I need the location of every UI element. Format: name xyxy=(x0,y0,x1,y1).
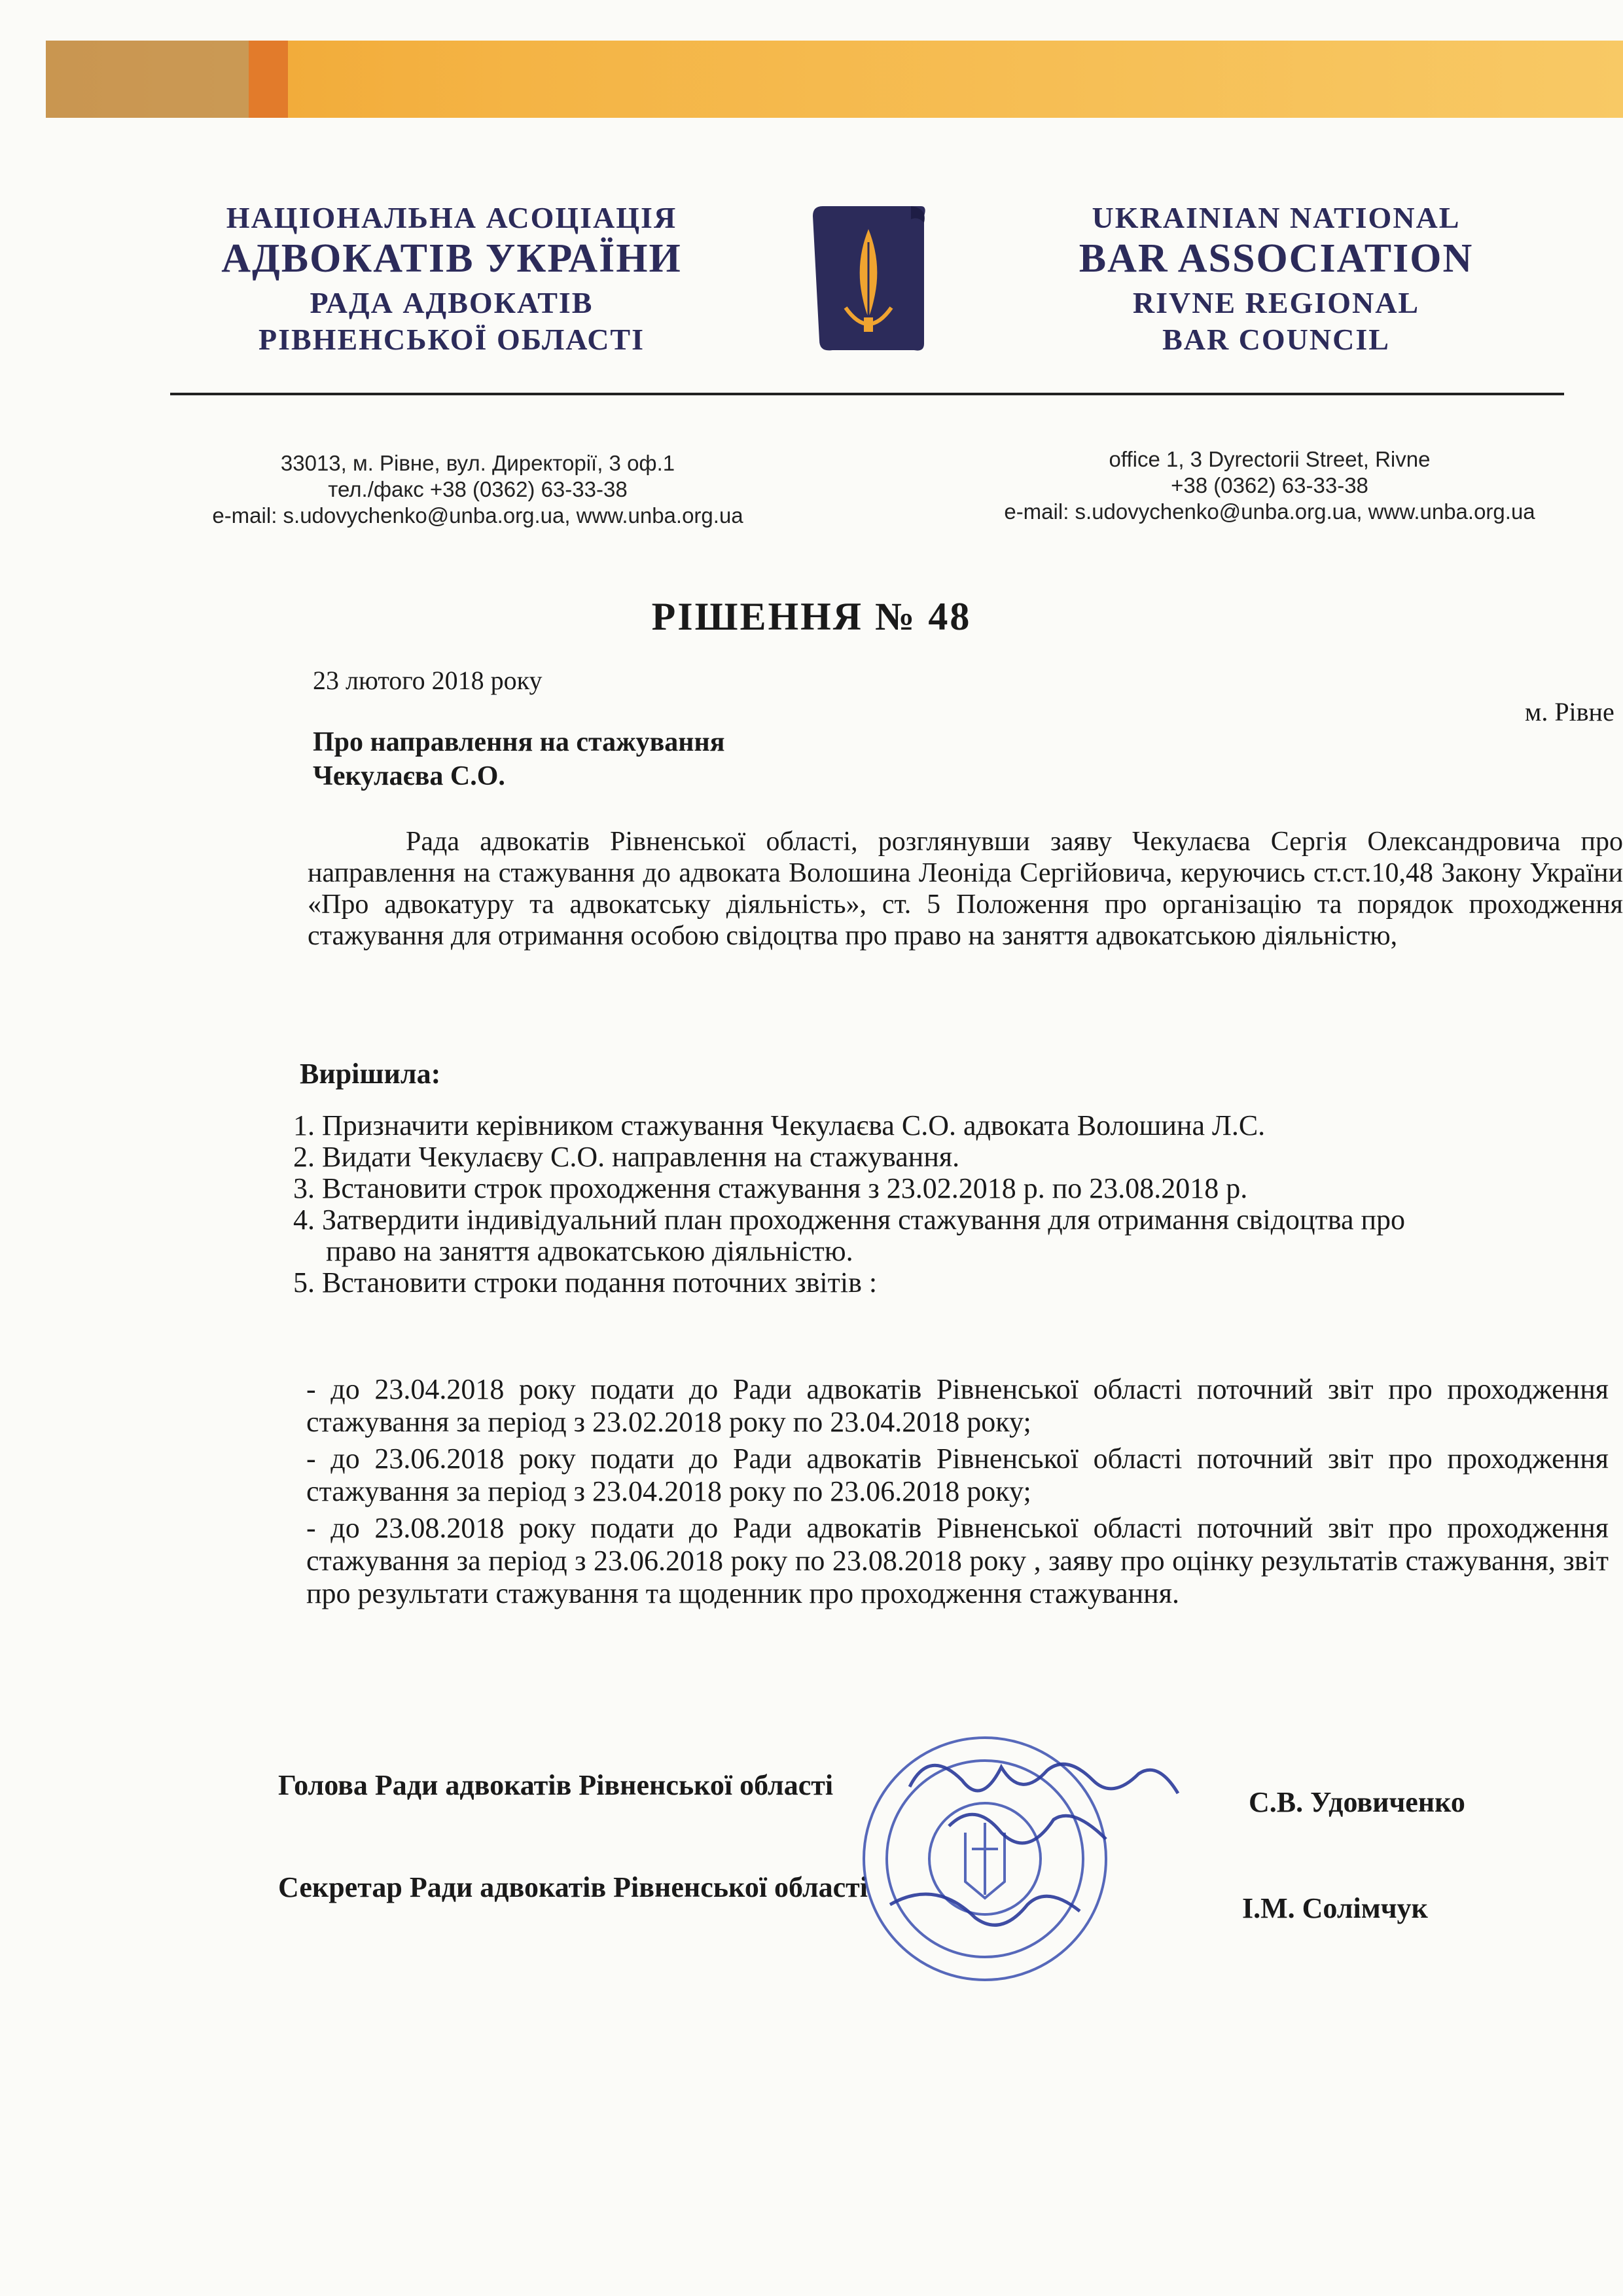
letterhead-ua-line4: РІВНЕНСЬКОЇ ОБЛАСТІ xyxy=(259,323,645,356)
letterhead-en-line1: UKRAINIAN NATIONAL xyxy=(1092,201,1461,234)
decision-item-2: 2. Видати Чекулаєву С.О. направлення на стажування. xyxy=(293,1141,960,1173)
decision-item-4: 4. Затвердити індивідуальний план проходження стажування для отримання свідоцтва про xyxy=(293,1204,1406,1236)
handwritten-signature xyxy=(890,1764,1178,1925)
address-en xyxy=(942,446,1597,525)
official-stamp xyxy=(831,1708,1185,1990)
address-en-email: e-mail: s.udovychenko@unba.org.ua, www.unba.org.ua xyxy=(1004,499,1535,524)
stamp-trident-icon xyxy=(864,1738,1106,1980)
deadline-item-1: - до 23.04.2018 року подати до Ради адвокатів Рівненської області поточний звіт про проходження стажування за період з 23.02.2018 року по 23.04.2018 року; xyxy=(306,1373,1609,1438)
head-name: С.В. Удовиченко xyxy=(1249,1786,1465,1818)
report-deadlines xyxy=(306,1373,1609,1614)
subject-line1: Про направлення на стажування xyxy=(313,727,725,757)
document-subject xyxy=(313,725,724,793)
decision-item-3: 3. Встановити строк проходження стажування з 23.02.2018 р. по 23.08.2018 р. xyxy=(293,1172,1248,1204)
decision-item-1: 1. Призначити керівником стажування Чекулаєва С.О. адвоката Волошина Л.С. xyxy=(293,1109,1266,1141)
address-en-phone: +38 (0362) 63-33-38 xyxy=(1171,473,1368,497)
secretary-title: Секретар Ради адвокатів Рівненської області xyxy=(278,1871,868,1903)
letterhead-ua-line2: АДВОКАТІВ УКРАЇНИ xyxy=(221,236,682,281)
decision-item-5: 5. Встановити строки подання поточних звітів : xyxy=(293,1266,878,1299)
deadline-item-2: - до 23.06.2018 року подати до Ради адвокатів Рівненської області поточний звіт про проходження стажування за період з 23.04.2018 року по 23.06.2018 року; xyxy=(306,1443,1609,1507)
letterhead-ua-line1: НАЦІОНАЛЬНА АСОЦІАЦІЯ xyxy=(226,201,677,234)
letterhead-en-line2: BAR ASSOCIATION xyxy=(1079,236,1474,281)
document-title: РІШЕННЯ № 48 xyxy=(651,595,972,638)
header-divider xyxy=(170,393,1564,395)
address-en-street: office 1, 3 Dyrectorii Street, Rivne xyxy=(1109,447,1431,471)
address-ua-phone: тел./факс +38 (0362) 63-33-38 xyxy=(328,477,628,501)
decision-items xyxy=(293,1110,1596,1299)
document-date: 23 лютого 2018 року xyxy=(313,666,543,695)
quill-scroll-icon xyxy=(806,203,931,353)
document-city: м. Рівне xyxy=(1525,697,1614,726)
address-ua-street: 33013, м. Рівне, вул. Директорії, 3 оф.1 xyxy=(280,451,675,475)
head-title: Голова Ради адвокатів Рівненської області xyxy=(278,1769,834,1801)
letterhead-en-line4: BAR COUNCIL xyxy=(1162,323,1390,356)
secretary-name: І.М. Солімчук xyxy=(1242,1892,1428,1924)
address-ua-email: e-mail: s.udovychenko@unba.org.ua, www.unba.org.ua xyxy=(212,503,743,528)
letterhead-en-line3: RIVNE REGIONAL xyxy=(1132,286,1420,319)
preamble-text: Рада адвокатів Рівненської області, розглянувши заяву Чекулаєва Сергія Олександровича про направлення на стажування до адвоката Волошина Леоніда Сергійовича, керуючись ст.ст.10,48 Закону України «Про адвокатуру та адвокатську діяльність», ст. 5 Положення про організацію та порядок проходження стажування для отримання особою свідоцтва про право на заняття адвокатською діяльністю, xyxy=(308,827,1623,951)
address-ua xyxy=(144,450,812,529)
preamble-paragraph xyxy=(308,826,1623,952)
decision-item-4-continued: право на заняття адвокатською діяльністю. xyxy=(326,1235,853,1267)
deadline-item-3: - до 23.08.2018 року подати до Ради адвокатів Рівненської області поточний звіт про проходження стажування за період з 23.06.2018 року по 23.08.2018 року , заяву про оцінку результатів стажування, звіт про результати стажування та щоденник про проходження стажування. xyxy=(306,1512,1609,1609)
subject-line2: Чекулаєва С.О. xyxy=(313,761,505,791)
top-stripe-left-block xyxy=(46,41,249,118)
letterhead-ua-line3: РАДА АДВОКАТІВ xyxy=(310,286,594,319)
top-stripe-accent xyxy=(249,41,288,118)
decided-label: Вирішила: xyxy=(300,1058,441,1090)
